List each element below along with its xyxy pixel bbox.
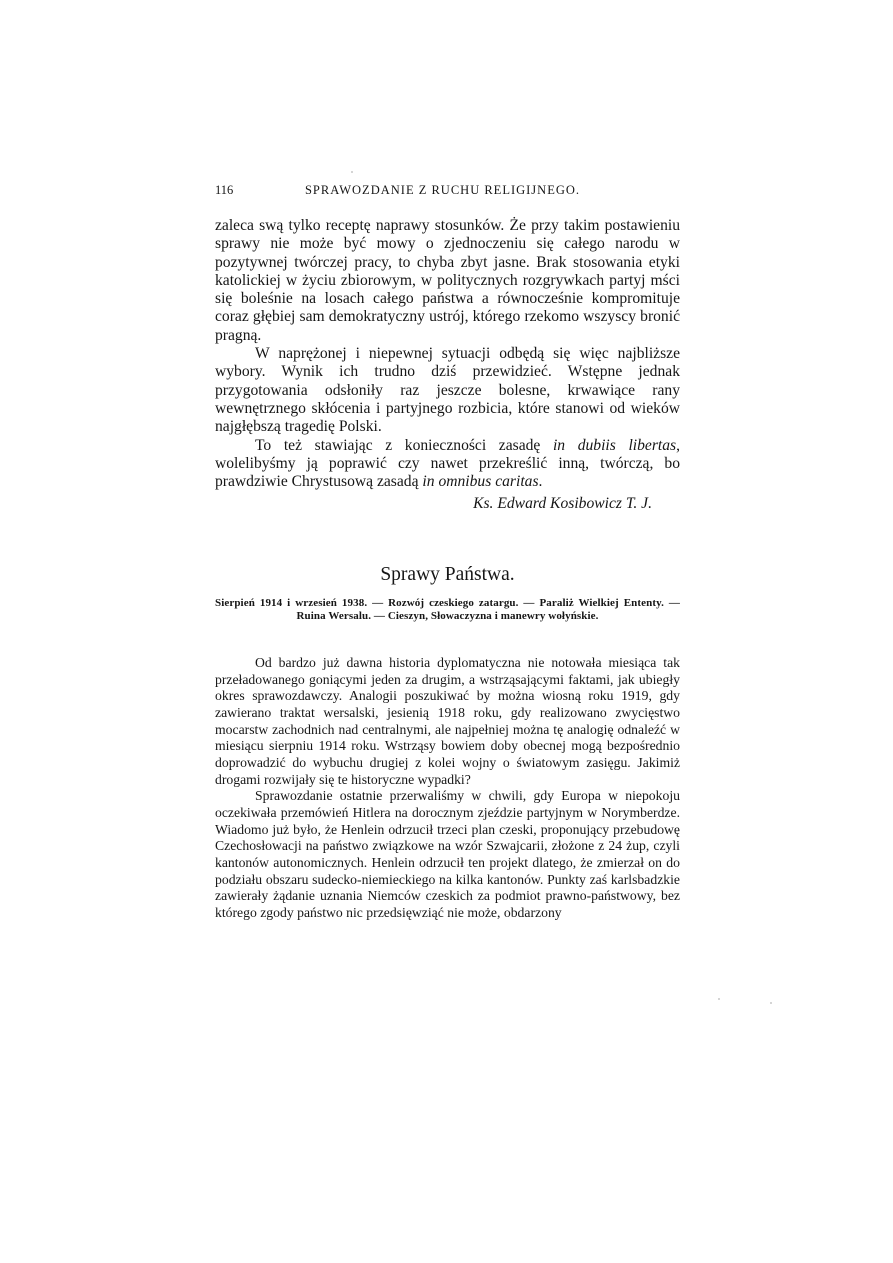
author-signature: Ks. Edward Kosibowicz T. J. [473, 495, 652, 512]
scan-speck [351, 171, 353, 173]
body-paragraph [215, 437, 680, 492]
section-summary: Sierpień 1914 i wrzesień 1938. — Rozwój czeskiego zatargu. — Paraliż Wielkiej Ententy. — Ruina Wersalu. — Cieszyn, Słowaczyzna i manewry wołyńskie. [215, 597, 680, 622]
page-number: 116 [215, 183, 234, 197]
running-title: SPRAWOZDANIE Z RUCHU RELIGIJNEGO. [304, 183, 581, 197]
body-paragraph: Od bardzo już dawna historia dyplomatyczna nie notowała miesiąca tak przeładowanego goniącymi jeden za drugim, a wstrząsającymi faktami, jak ubiegły okres sprawozdawczy. Analogii poszukiwać by można wiosną roku 1919, gdy zawierano traktat wersalski, jesienią 1918 roku, gdy realizowano zwycięstwo mocarstw zachodnich nad centralnymi, ale najpełniej można tę analogię odnaleźć w miesiącu sierpniu 1914 roku. Wstrząsy bowiem doby obecnej mogą bezpośrednio doprowadzić do wybuchu drugiej z kolei wojny o światowym zasięgu. Jakimiż drogami rozwijały się te historyczne wypadki? [215, 655, 680, 787]
body-text: , wolelibyśmy ją poprawić czy nawet przekreślić inną, twórczą, bo prawdziwie Chrystusową zasadą [215, 436, 681, 491]
body-text: To też stawiając z konieczności zasadę [255, 436, 553, 454]
scan-speck [718, 998, 720, 1000]
body-text: . [538, 473, 543, 491]
body-paragraph: W naprężonej i niepewnej sytuacji odbędą się więc najbliższe wybory. Wynik ich trudno dziś przewidzieć. Wstępne jednak przygotowania odsłoniły raz jeszcze bolesne, krwawiące rany wewnętrznego skłócenia i partyjnego rozbicia, które stanowi od wieków najgłębszą tragedię Polski. [215, 345, 680, 436]
section-title: Sprawy Państwa. [380, 564, 515, 585]
running-header [215, 183, 680, 198]
scan-speck [770, 1002, 772, 1004]
latin-phrase: in dubiis libertas [552, 436, 677, 454]
body-paragraph: Sprawozdanie ostatnie przerwaliśmy w chwili, gdy Europa w niepokoju oczekiwała przemówień Hitlera na dorocznym zjeździe partyjnym w Norymberdze. Wiadomo już było, że Henlein odrzucił trzeci plan czeski, proponujący przebudowę Czechosłowacji na państwo związkowe na wzór Szwajcarii, złożone z 24 żup, czyli kantonów autonomicznych. Henlein odrzucił ten projekt dlatego, że zmierzał on do podziału obszaru sudecko-niemieckiego na kilka kantonów. Punkty zaś karlsbadzkie zawierały żądanie uznania Niemców czeskich za podmiot prawno-państwowy, bez którego zgody państwo nic przedsięwziąć nie może, obdarzony [215, 788, 680, 920]
section-body [215, 655, 680, 922]
previous-article-ending [215, 217, 680, 491]
latin-phrase: in omnibus caritas [422, 473, 539, 491]
body-paragraph: zaleca swą tylko receptę naprawy stosunków. Że przy takim postawieniu sprawy nie może być mowy o zjednoczeniu się całego narodu w pozytywnej twórczej pracy, to chyba zbyt jasne. Brak stosowania etyki katolickiej w życiu zbiorowym, w politycznych rozgrywkach partyj mści się boleśnie na losach całego państwa a równocześnie kompromituje coraz głębiej sam demokratyczny ustrój, którego rzekomo wszyscy bronić pragną. [215, 217, 680, 344]
